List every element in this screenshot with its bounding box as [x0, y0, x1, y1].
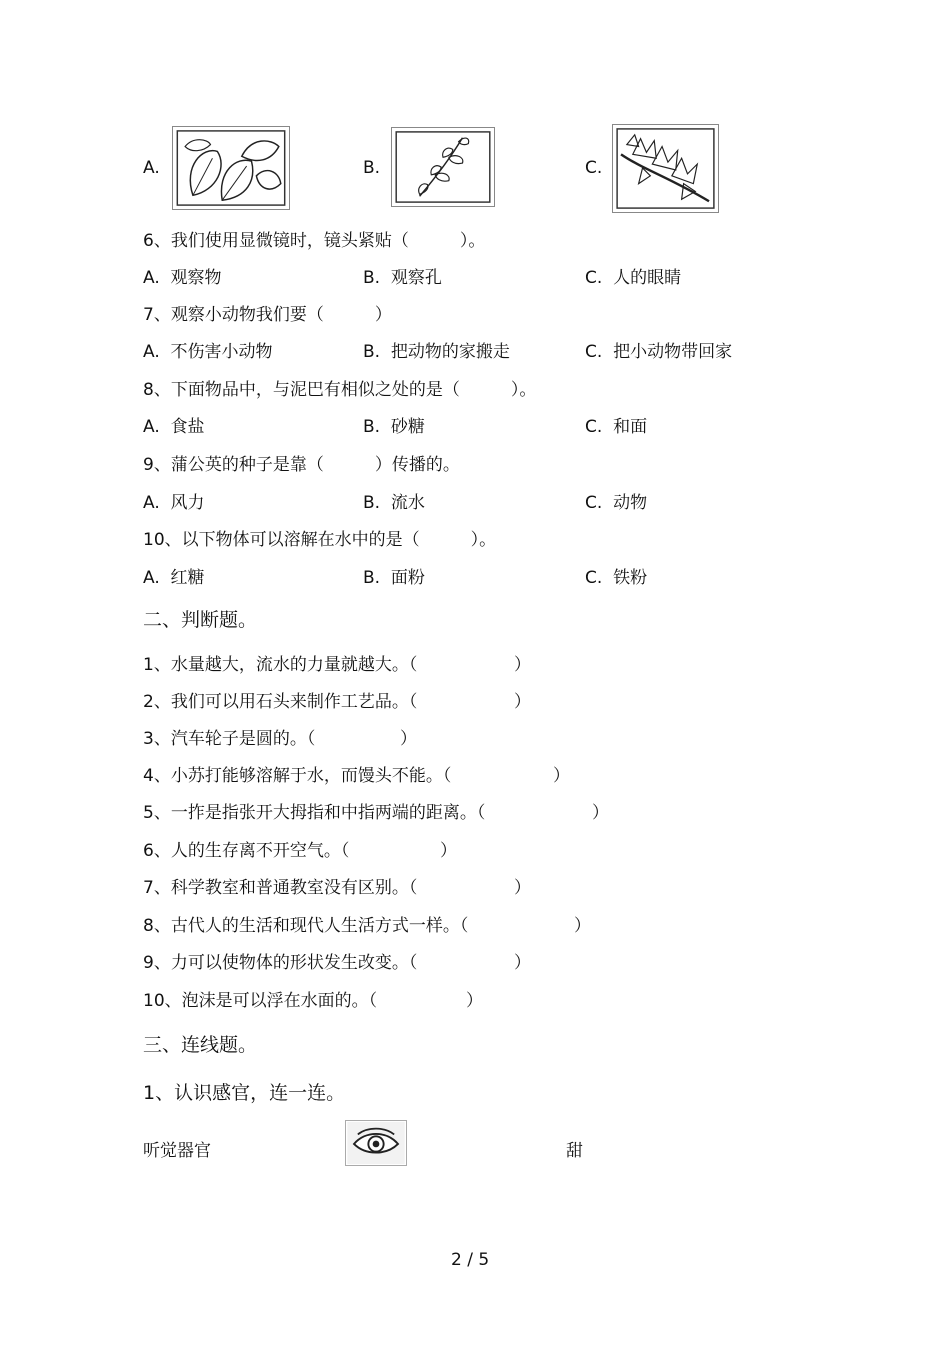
judge-question-8: 8、古代人的生活和现代人生活方式一样。（ [143, 916, 469, 936]
question-9-stem: 9、蒲公英的种子是靠（ ）传播的。 [143, 455, 460, 475]
question-7-stem: 7、观察小动物我们要（ ） [143, 305, 392, 325]
judge-question-8-close: ） [574, 916, 591, 936]
leafy-branch-image [612, 124, 719, 213]
judge-question-3-close: ） [400, 729, 417, 749]
question-10-stem: 10、以下物体可以溶解在水中的是（ ）。 [143, 530, 497, 550]
question-10-option-c: C. 铁粉 [585, 568, 648, 588]
question-6-option-c: C. 人的眼睛 [585, 268, 682, 288]
question-10-option-a: A. 红糖 [143, 568, 205, 588]
judge-question-7: 7、科学教室和普通教室没有区别。（ [143, 878, 418, 898]
judge-question-2: 2、我们可以用石头来制作工艺品。（ [143, 692, 418, 712]
q5-option-a-letter: A. [143, 158, 160, 178]
broad-leaf-plant-image [172, 126, 290, 210]
judge-question-6-close: ） [440, 841, 457, 861]
question-7-option-a: A. 不伤害小动物 [143, 342, 273, 362]
question-7-option-c: C. 把小动物带回家 [585, 342, 733, 362]
question-8-option-b: B. 砂糖 [363, 417, 425, 437]
question-6-option-b: B. 观察孔 [363, 268, 442, 288]
q5-option-b-letter: B. [363, 158, 381, 178]
question-8-stem: 8、下面物品中，与泥巴有相似之处的是（ ）。 [143, 380, 537, 400]
judge-question-9: 9、力可以使物体的形状发生改变。（ [143, 953, 418, 973]
question-6-stem: 6、我们使用显微镜时，镜头紧贴（ ）。 [143, 231, 486, 251]
judge-question-5-close: ） [592, 803, 609, 823]
judge-question-7-close: ） [514, 878, 531, 898]
q5-option-c-letter: C. [585, 158, 603, 178]
judge-question-5: 5、一拃是指张开大拇指和中指两端的距离。（ [143, 803, 486, 823]
judge-question-4: 4、小苏打能够溶解于水，而馒头不能。（ [143, 766, 452, 786]
match-right-item: 甜 [566, 1141, 583, 1161]
judge-question-4-close: ） [553, 766, 570, 786]
question-7-option-b: B. 把动物的家搬走 [363, 342, 510, 362]
question-9-option-a: A. 风力 [143, 493, 205, 513]
judge-question-2-close: ） [514, 692, 531, 712]
match-question-1: 1、认识感官，连一连。 [143, 1082, 346, 1104]
judge-question-10: 10、泡沫是可以浮在水面的。（ [143, 991, 378, 1011]
judge-question-10-close: ） [466, 991, 483, 1011]
question-9-option-b: B. 流水 [363, 493, 425, 513]
narrow-leaf-branch-image [391, 127, 495, 207]
eye-image [345, 1120, 407, 1166]
question-10-option-b: B. 面粉 [363, 568, 425, 588]
judge-question-1: 1、水量越大，流水的力量就越大。（ [143, 655, 418, 675]
judge-question-9-close: ） [514, 953, 531, 973]
judge-question-6: 6、人的生存离不开空气。（ [143, 841, 350, 861]
section-3-title: 三、连线题。 [143, 1034, 258, 1056]
section-2-title: 二、判断题。 [143, 609, 258, 631]
judge-question-3: 3、汽车轮子是圆的。（ [143, 729, 316, 749]
question-9-option-c: C. 动物 [585, 493, 648, 513]
question-8-option-c: C. 和面 [585, 417, 648, 437]
judge-question-1-close: ） [514, 655, 531, 675]
question-6-option-a: A. 观察物 [143, 268, 222, 288]
page-number: 2 / 5 [451, 1250, 490, 1270]
question-8-option-a: A. 食盐 [143, 417, 205, 437]
match-left-item: 听觉器官 [143, 1141, 211, 1161]
